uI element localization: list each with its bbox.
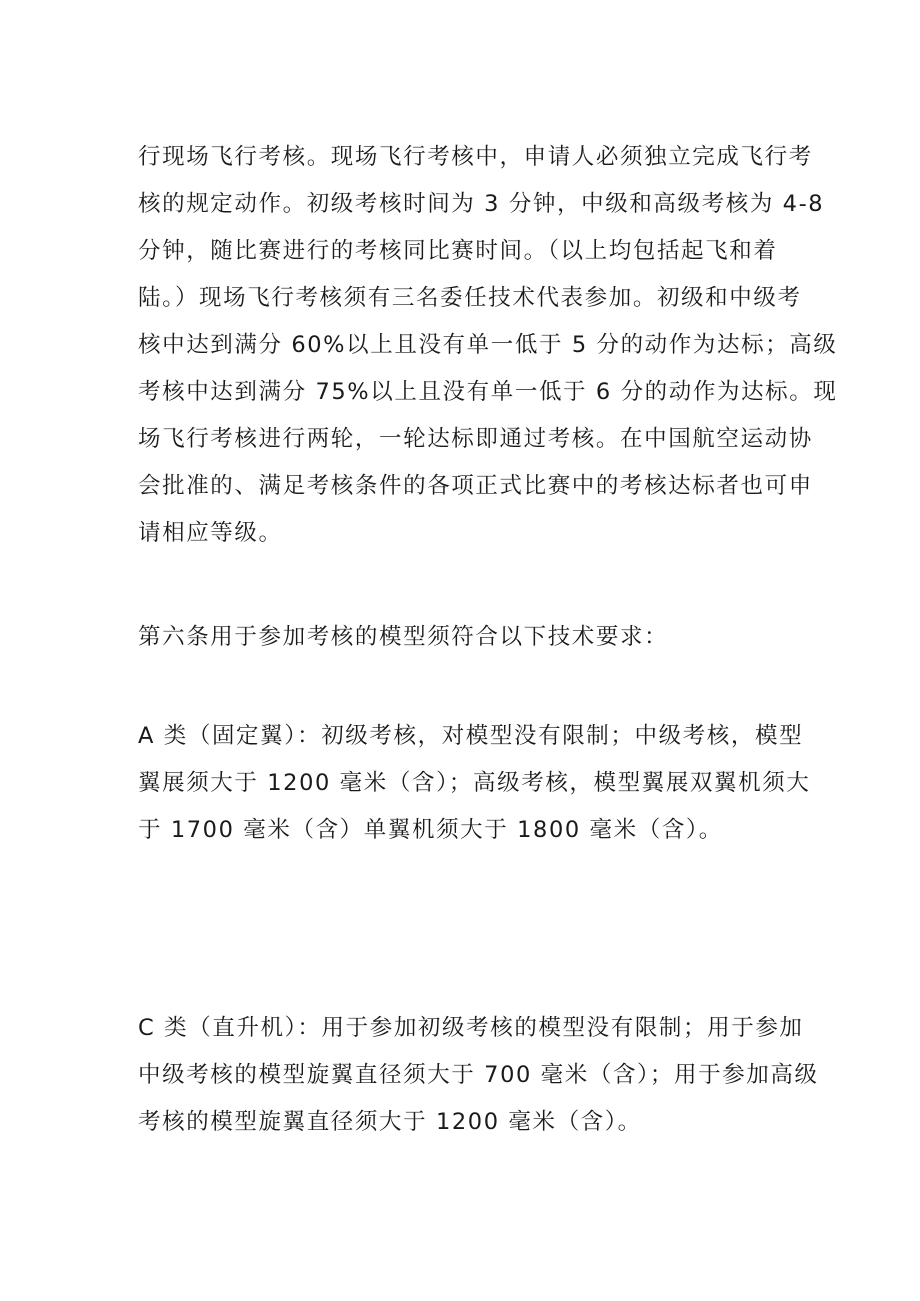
text-line: 场飞行考核进行两轮，一轮达标即通过考核。在中国航空运动协 (138, 426, 813, 452)
text-line: 核中达到满分 60%以上且没有单一低于 5 分的动作为达标；高级 (138, 332, 838, 358)
text-line: 核的规定动作。初级考核时间为 3 分钟，中级和高级考核为 4-8 (138, 191, 825, 217)
text-line: A 类（固定翼）：初级考核，对模型没有限制；中级考核，模型 (138, 723, 804, 749)
text-line: 考核的模型旋翼直径须大于 1200 毫米（含）。 (138, 1109, 642, 1135)
article-six-heading: 第六条用于参加考核的模型须符合以下技术要求： (138, 624, 669, 650)
text-line: 翼展须大于 1200 毫米（含）；高级考核，模型翼展双翼机须大 (138, 770, 811, 796)
text-line: 请相应等级。 (138, 520, 283, 546)
text-line: 行现场飞行考核。现场飞行考核中，申请人必须独立完成飞行考 (138, 144, 813, 170)
text-line: 会批准的、满足考核条件的各项正式比赛中的考核达标者也可申 (138, 473, 813, 499)
text-line: 中级考核的模型旋翼直径须大于 700 毫米（含）；用于参加高级 (138, 1062, 819, 1088)
text-line: 于 1700 毫米（含）单翼机须大于 1800 毫米（含）。 (138, 817, 723, 843)
text-line: 陆。）现场飞行考核须有三名委任技术代表参加。初级和中级考 (138, 285, 802, 311)
text-line: C 类（直升机）：用于参加初级考核的模型没有限制；用于参加 (138, 1015, 804, 1041)
text-line: 考核中达到满分 75%以上且没有单一低于 6 分的动作为达标。现 (138, 379, 838, 405)
text-line: 分钟，随比赛进行的考核同比赛时间。（以上均包括起飞和着 (138, 238, 778, 264)
